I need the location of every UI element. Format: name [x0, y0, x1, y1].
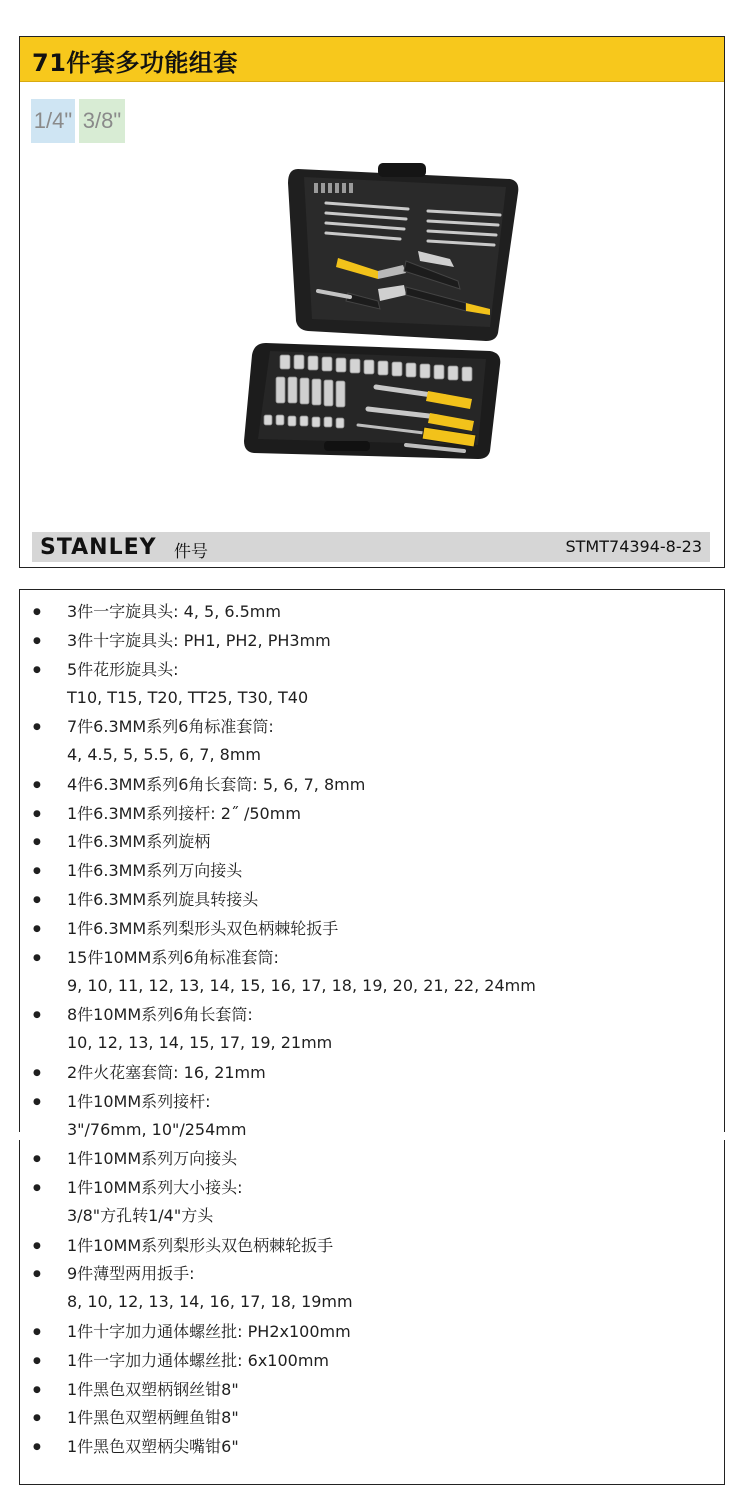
spec-item-text: 1件黑色双塑柄鲤鱼钳8" — [67, 1408, 239, 1427]
spec-item-text: 5件花形旋具头: — [67, 660, 179, 679]
bullet-dot-icon: ● — [33, 837, 41, 847]
spec-item-text: 1件6.3MM系列梨形头双色柄棘轮扳手 — [67, 919, 339, 938]
product-toolbox-image — [228, 163, 528, 463]
spec-item-values: 3"/76mm, 10"/254mm — [67, 1120, 247, 1139]
spec-item-text: 1件6.3MM系列旋具转接头 — [67, 890, 259, 909]
spec-item-text: 15件10MM系列6角标准套筒: — [67, 948, 279, 967]
spec-item-text: 1件10MM系列梨形头双色柄棘轮扳手 — [67, 1236, 334, 1255]
spec-item-values: 8, 10, 12, 13, 14, 16, 17, 18, 19mm — [67, 1292, 353, 1311]
spec-item-text: 1件6.3MM系列旋柄 — [67, 832, 211, 851]
spec-item-text: 1件十字加力通体螺丝批: PH2x100mm — [67, 1322, 351, 1341]
bullet-dot-icon: ● — [33, 607, 41, 617]
spec-item-text: 9件薄型两用扳手: — [67, 1264, 195, 1283]
spec-item-values: T10, T15, T20, TT25, T30, T40 — [67, 688, 309, 707]
spec-item-text: 8件10MM系列6角长套筒: — [67, 1005, 253, 1024]
size-tag-three-eighths-inch: 3/8" — [79, 99, 125, 143]
model-number: STMT74394-8-23 — [565, 537, 702, 556]
bullet-dot-icon: ● — [33, 1010, 41, 1020]
spec-item-text: 1件10MM系列万向接头 — [67, 1149, 238, 1168]
bullet-dot-icon: ● — [33, 1097, 41, 1107]
brand-bar — [32, 532, 710, 562]
bullet-dot-icon: ● — [33, 722, 41, 732]
stanley-logo: STANLEY — [40, 535, 157, 560]
bullet-dot-icon: ● — [33, 665, 41, 675]
bullet-dot-icon: ● — [33, 1183, 41, 1193]
spec-item-text: 1件10MM系列接杆: — [67, 1092, 211, 1111]
bullet-dot-icon: ● — [33, 866, 41, 876]
spec-item-values: 10, 12, 13, 14, 15, 17, 19, 21mm — [67, 1033, 333, 1052]
bullet-dot-icon: ● — [33, 1442, 41, 1452]
bullet-dot-icon: ● — [33, 636, 41, 646]
spec-item-values: 9, 10, 11, 12, 13, 14, 15, 16, 17, 18, 19, 20, 21, 22, 24mm — [67, 976, 536, 995]
spec-item-text: 1件黑色双塑柄钢丝钳8" — [67, 1380, 239, 1399]
bullet-dot-icon: ● — [33, 953, 41, 963]
bullet-dot-icon: ● — [33, 780, 41, 790]
part-number-label: 件号 — [174, 542, 208, 562]
page-title: 71件套多功能组套 — [32, 49, 238, 77]
bullet-dot-icon: ● — [33, 1241, 41, 1251]
spec-item-text: 1件10MM系列大小接头: — [67, 1178, 243, 1197]
bullet-dot-icon: ● — [33, 895, 41, 905]
spec-item-values: 4, 4.5, 5, 5.5, 6, 7, 8mm — [67, 745, 261, 764]
bullet-dot-icon: ● — [33, 1413, 41, 1423]
bullet-dot-icon: ● — [33, 924, 41, 934]
title-bar — [20, 37, 724, 82]
spec-item-text: 1件一字加力通体螺丝批: 6x100mm — [67, 1351, 330, 1370]
spec-item-text: 2件火花塞套筒: 16, 21mm — [67, 1063, 266, 1082]
spec-item-text: 7件6.3MM系列6角标准套筒: — [67, 717, 274, 736]
spec-item-text: 3件十字旋具头: PH1, PH2, PH3mm — [67, 631, 331, 650]
spec-item-text: 3件一字旋具头: 4, 5, 6.5mm — [67, 602, 281, 621]
bullet-dot-icon: ● — [33, 809, 41, 819]
bullet-dot-icon: ● — [33, 1327, 41, 1337]
bullet-dot-icon: ● — [33, 1068, 41, 1078]
bullet-dot-icon: ● — [33, 1356, 41, 1366]
spec-item-values: 3/8"方孔转1/4"方头 — [67, 1206, 214, 1225]
bullet-dot-icon: ● — [33, 1385, 41, 1395]
spec-item-text: 1件6.3MM系列接杆: 2˝ /50mm — [67, 804, 301, 823]
spec-item-text: 1件黑色双塑柄尖嘴钳6" — [67, 1437, 239, 1456]
spec-item-text: 1件6.3MM系列万向接头 — [67, 861, 243, 880]
spec-item-text: 4件6.3MM系列6角长套筒: 5, 6, 7, 8mm — [67, 775, 366, 794]
bullet-dot-icon: ● — [33, 1154, 41, 1164]
bullet-dot-icon: ● — [33, 1269, 41, 1279]
product-card — [19, 36, 725, 568]
size-tag-quarter-inch: 1/4" — [31, 99, 75, 143]
